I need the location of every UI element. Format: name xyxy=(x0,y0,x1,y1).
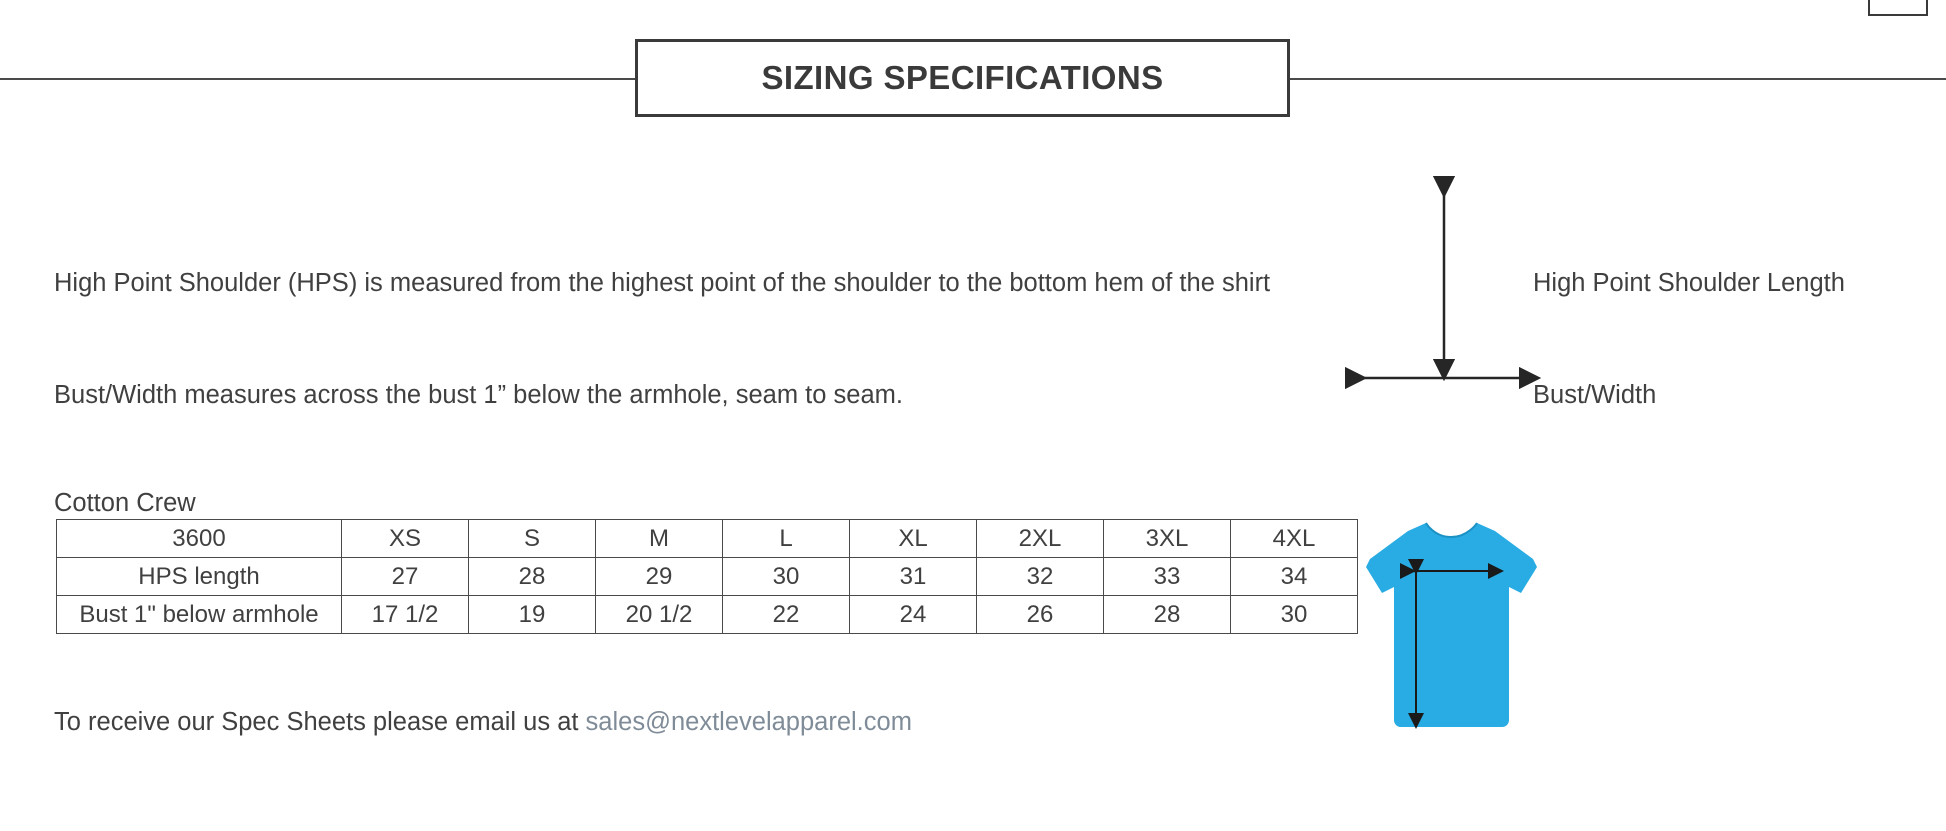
table-row-label: Bust 1" below armhole xyxy=(57,596,342,634)
email-link[interactable]: sales@nextlevelapparel.com xyxy=(585,708,912,736)
table-header-cell: L xyxy=(723,520,850,558)
table-cell: 28 xyxy=(469,558,596,596)
contact-text: To receive our Spec Sheets please email us at xyxy=(54,708,586,736)
table-cell: 31 xyxy=(850,558,977,596)
tshirt-icon xyxy=(1364,515,1539,735)
bust-description: Bust/Width measures across the bust 1” below the armhole, seam to seam. xyxy=(54,381,903,409)
table-header-cell: XL xyxy=(850,520,977,558)
table-header-cell: 3XL xyxy=(1104,520,1231,558)
header-title-box xyxy=(635,39,1290,117)
table-header-cell: M xyxy=(596,520,723,558)
table-cell: 29 xyxy=(596,558,723,596)
table-header-cell: S xyxy=(469,520,596,558)
table-cell: 26 xyxy=(977,596,1104,634)
hps-description: High Point Shoulder (HPS) is measured from the highest point of the shoulder to the bottom hem of the shirt xyxy=(54,269,1271,297)
table-caption: Cotton Crew xyxy=(54,489,196,517)
table-row-label: HPS length xyxy=(57,558,342,596)
table-cell: 27 xyxy=(342,558,469,596)
table-cell: 30 xyxy=(1231,596,1358,634)
shirt-illustration xyxy=(1364,515,1539,735)
table-row xyxy=(57,558,1358,596)
table-cell: 33 xyxy=(1104,558,1231,596)
table-header-cell: 4XL xyxy=(1231,520,1358,558)
table-cell: 19 xyxy=(469,596,596,634)
table-cell: 20 1/2 xyxy=(596,596,723,634)
page-title: SIZING SPECIFICATIONS xyxy=(761,59,1164,96)
table-header-cell: 3600 xyxy=(57,520,342,558)
contact-line xyxy=(54,708,912,737)
table-header-cell: 2XL xyxy=(977,520,1104,558)
table-cell: 32 xyxy=(977,558,1104,596)
table-header-cell: XS xyxy=(342,520,469,558)
table-cell: 28 xyxy=(1104,596,1231,634)
table-row xyxy=(57,596,1358,634)
table-cell: 22 xyxy=(723,596,850,634)
table-header-row xyxy=(57,520,1358,558)
top-stub-box xyxy=(1868,0,1928,16)
bust-diagram-label: Bust/Width xyxy=(1533,381,1657,409)
table-cell: 17 1/2 xyxy=(342,596,469,634)
table-cell: 24 xyxy=(850,596,977,634)
table-cell: 34 xyxy=(1231,558,1358,596)
sizing-table xyxy=(56,519,1358,634)
hps-diagram-label: High Point Shoulder Length xyxy=(1533,269,1845,297)
table-cell: 30 xyxy=(723,558,850,596)
